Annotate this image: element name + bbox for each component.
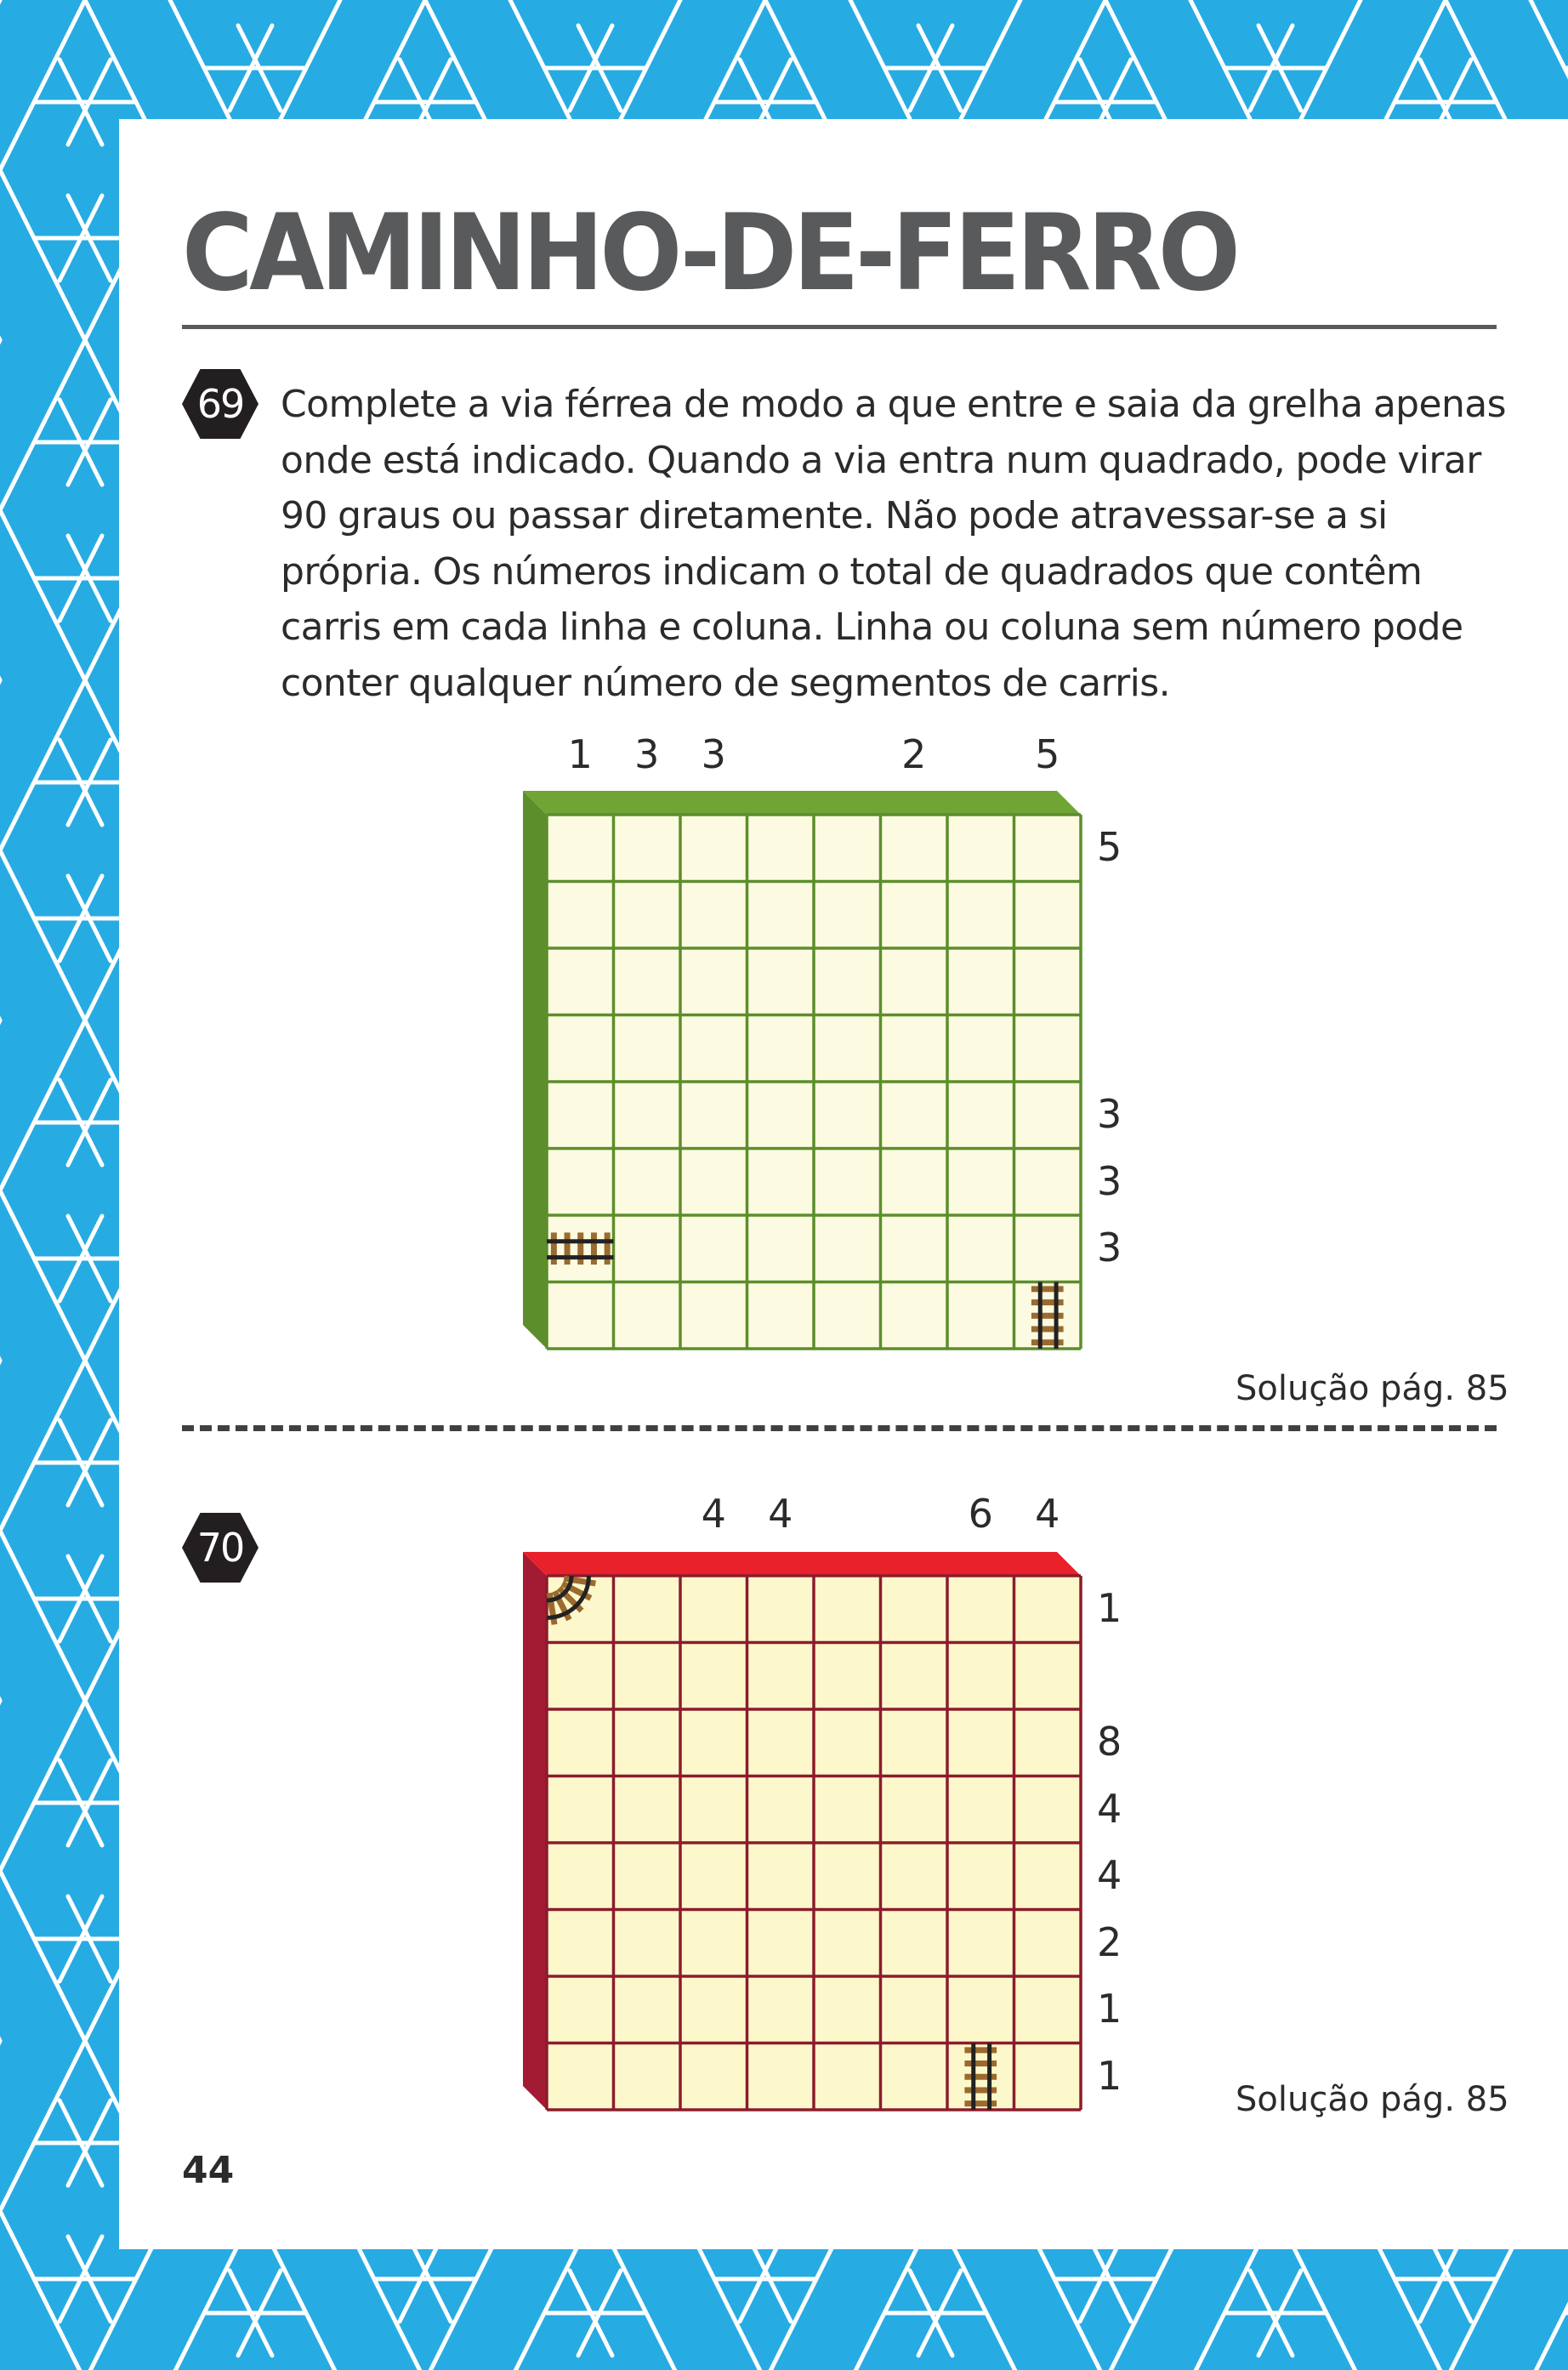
puzzle-board [523, 791, 1089, 1357]
puzzle-board [523, 1552, 1089, 2118]
column-clue: 4 [1035, 1491, 1060, 1537]
column-clue: 6 [968, 1491, 993, 1537]
row-clue: 3 [1097, 1157, 1122, 1204]
row-clue: 5 [1097, 824, 1122, 871]
page-number: 44 [182, 2149, 235, 2192]
puzzle-instructions: Complete a via férrea de modo a que entre e saia da grelha apenas onde está indicado. Quando a via entra num quadrado, pode virar 90 graus ou passar diretamente. Não pode atravessar-se a si própria. Os números indicam o total de quadrados que contêm carris em cada linha e coluna. Linha ou coluna sem número pode conter qualquer número de segmentos de carris. [281, 383, 1506, 705]
row-clue: 1 [1097, 1585, 1122, 1632]
row-clue: 4 [1097, 1852, 1122, 1899]
column-clue: 3 [701, 731, 726, 777]
title-rule [182, 325, 1497, 329]
column-clue: 4 [701, 1491, 726, 1537]
page-content [119, 119, 1568, 2249]
row-clue: 3 [1097, 1225, 1122, 1271]
solution-reference-70: Solução pág. 85 [1236, 2080, 1509, 2119]
board-left-edge [523, 791, 547, 1349]
column-clue: 1 [567, 731, 593, 777]
page-title: CAMINHO-DE-FERRO [182, 192, 1237, 315]
board-top-edge [523, 1552, 1081, 1576]
puzzle-number-badge-70 [180, 1508, 260, 1588]
row-clue: 4 [1097, 1785, 1122, 1832]
column-clue: 2 [901, 731, 927, 777]
column-clue: 3 [634, 731, 660, 777]
row-clue: 3 [1097, 1091, 1122, 1138]
solution-reference-69: Solução pág. 85 [1236, 1369, 1509, 1408]
puzzle-number: 69 [196, 381, 244, 427]
board-left-edge [523, 1552, 547, 2110]
row-clue: 2 [1097, 1918, 1122, 1965]
board-top-edge [523, 791, 1081, 815]
row-clue: 1 [1097, 1986, 1122, 2032]
puzzle-number: 70 [196, 1525, 244, 1571]
row-clue: 1 [1097, 2052, 1122, 2099]
dashed-separator [182, 1425, 1497, 1431]
puzzle-number-badge-69 [180, 364, 260, 444]
column-clue: 4 [768, 1491, 793, 1537]
row-clue: 8 [1097, 1719, 1122, 1765]
column-clue: 5 [1035, 731, 1060, 777]
